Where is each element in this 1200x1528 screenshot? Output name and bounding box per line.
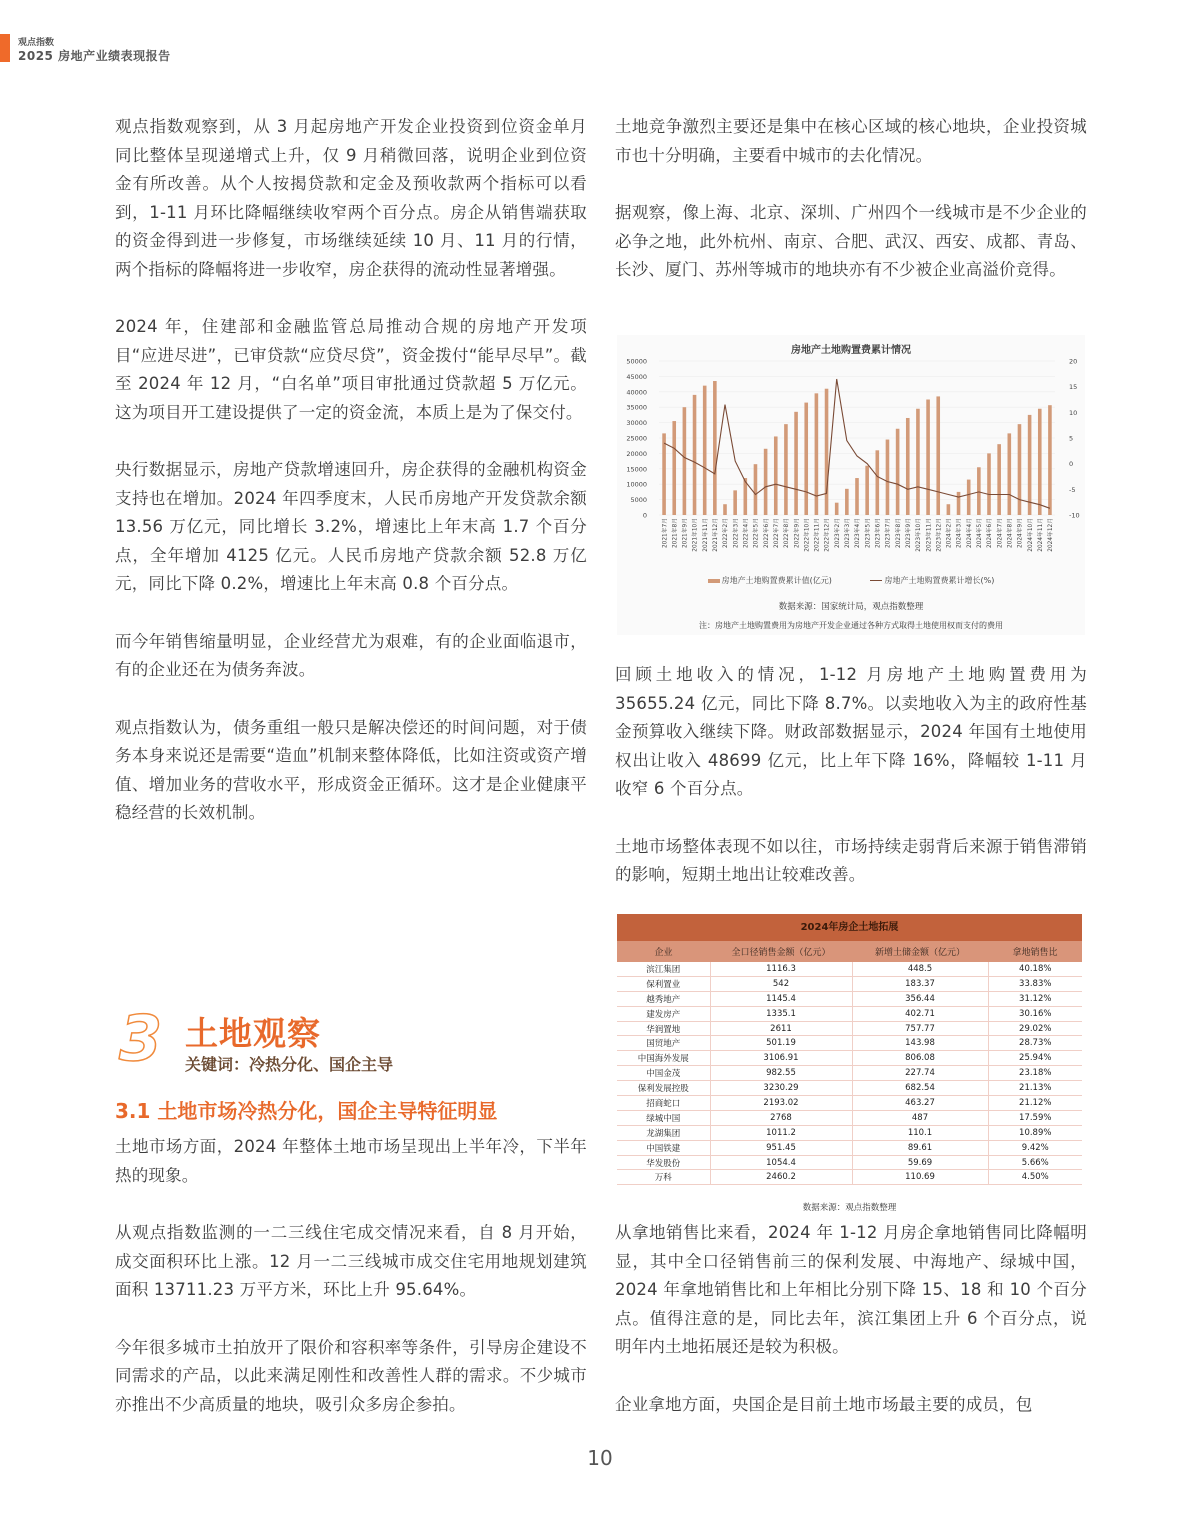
section-title: 3.1 土地市场冷热分化，国企主导特征明显 [115,1099,498,1123]
y-right-tick: 15 [1069,383,1078,392]
table-row [617,976,1082,991]
table-row [617,1021,1082,1036]
table-row [617,962,1082,976]
table-row [617,1096,1082,1111]
table-cell: 143.98 [852,1036,988,1051]
x-tick-label: 2024年3月 [956,518,963,549]
table-cell: 2768 [710,1110,852,1125]
table-cell: 3230.29 [710,1081,852,1096]
table-cell: 951.45 [710,1140,852,1155]
x-tick-label: 2023年5月 [865,518,872,549]
table-cell: 31.12% [988,991,1082,1006]
chart-title: 房地产土地购置费累计情况 [791,345,911,356]
column-header: 企业 [617,941,710,962]
table-cell: 保利置业 [617,976,710,991]
table-cell: 招商蛇口 [617,1096,710,1111]
table-cell: 542 [710,976,852,991]
bar [723,504,727,515]
table-source: 数据来源：观点指数整理 [802,1203,897,1214]
x-tick-label: 2024年7月 [997,518,1004,549]
legend-label: 房地产土地购置费累计值(亿元) [721,576,832,585]
table-row [617,1036,1082,1051]
table-cell: 华发股份 [617,1155,710,1170]
x-tick-label: 2022年10月 [804,518,811,552]
bar [947,504,951,515]
table-cell: 绿城中国 [617,1110,710,1125]
chart-source: 数据来源：国家统计局，观点指数整理 [778,602,924,612]
paragraph: 央行数据显示，房地产贷款增速回升，房企获得的金融机构资金支持也在增加。2024 年四季度末，人民币房地产开发贷款余额 13.56 万亿元，同比增长 3.2%，增速比上年末高 1.7 个百分点，全年增加 4125 亿元。人民币房地产贷款余额 52.8 万亿元，同比下降 0.2%，增速比上年末高 0.8 个百分点。 [115,460,587,593]
table-cell: 4.50% [988,1170,1082,1185]
table-cell: 17.59% [988,1110,1082,1125]
bar [784,424,788,515]
x-tick-label: 2022年8月 [784,518,791,549]
legend-item-line [870,575,994,586]
x-tick-label: 2021年12月 [713,518,720,552]
table-cell: 3106.91 [710,1051,852,1066]
x-tick-label: 2023年7月 [885,518,892,549]
bar [886,440,890,515]
table-cell: 1335.1 [710,1006,852,1021]
bar [764,449,768,515]
bar [1008,433,1012,515]
header-brand: 观点指数 [18,38,55,48]
bar [754,464,758,515]
table-row [617,1081,1082,1096]
table-title: 2024年房企土地拓展 [617,914,1082,941]
table-cell: 402.71 [852,1006,988,1021]
header-accent-bar [0,34,10,62]
bar [936,396,940,515]
bar [835,503,839,515]
table-cell: 2193.02 [710,1096,852,1111]
bar [693,395,697,515]
table-cell: 1054.4 [710,1155,852,1170]
table-cell: 982.55 [710,1066,852,1081]
table-cell: 463.27 [852,1096,988,1111]
bar [865,466,869,515]
bar [703,386,707,515]
bar [683,407,687,515]
chart-note: 注：房地产土地购置费用为房地产开发企业通过各种方式取得土地使用权而支付的费用 [699,621,1003,630]
table-cell: 越秀地产 [617,991,710,1006]
table-cell: 1116.3 [710,962,852,976]
page-number: 10 [587,1446,613,1470]
bar [876,450,880,515]
y-left-tick: 15000 [626,465,647,474]
chapter-number: 3 [119,1002,163,1075]
x-tick-label: 2021年9月 [682,518,689,549]
y-left-tick: 30000 [626,419,647,428]
x-tick-label: 2023年11月 [926,518,933,552]
table-header-row [617,941,1082,962]
x-tick-label: 2024年2月 [946,518,953,549]
table-cell: 59.69 [852,1155,988,1170]
x-tick-label: 2022年5月 [753,518,760,549]
bar [987,453,991,515]
table-cell: 建发房产 [617,1006,710,1021]
land-expansion-table [617,914,1082,1213]
table-cell: 21.13% [988,1081,1082,1096]
bar [815,393,819,515]
table-row [617,991,1082,1006]
table [617,941,1082,1185]
x-tick-label: 2022年9月 [794,518,801,549]
y-left-tick: 0 [642,511,647,520]
paragraph: 而今年销售缩量明显，企业经营尤为艰难，有的企业面临退市，有的企业还在为债务奔波。 [115,631,587,679]
column-header: 拿地销售比 [988,941,1082,962]
y-right-tick: -10 [1069,511,1080,520]
x-tick-label: 2021年11月 [702,518,709,552]
x-tick-label: 2023年4月 [855,518,862,549]
table-cell: 448.5 [852,962,988,976]
table-cell: 227.74 [852,1066,988,1081]
table-cell: 万科 [617,1170,710,1185]
paragraph: 企业拿地方面，央国企是目前土地市场最主要的成员，包 [615,1394,1033,1414]
bar [845,489,849,515]
x-tick-label: 2022年3月 [733,518,740,549]
bar [855,478,859,515]
y-left-tick: 25000 [626,434,647,443]
y-left-tick: 35000 [626,403,647,412]
table-cell: 29.02% [988,1021,1082,1036]
bar [967,480,971,515]
table-row [617,1110,1082,1125]
right-column-middle [615,661,1087,890]
chart-legend [617,575,1085,586]
right-column-bottom [615,1219,1087,1419]
x-tick-label: 2021年8月 [672,518,679,549]
table-cell: 40.18% [988,962,1082,976]
table-cell: 89.61 [852,1140,988,1155]
x-tick-label: 2024年11月 [1037,518,1044,552]
x-tick-label: 2023年2月 [834,518,841,549]
table-cell: 9.42% [988,1140,1082,1155]
paragraph: 回顾土地收入的情况，1-12 月房地产土地购置费用为 35655.24 亿元，同比下降 8.7%。以卖地收入为主的政府性基金预算收入继续下降。财政部数据显示，2024 年国有土地使用权出让收入 48699 亿元，比上年下降 16%，降幅较 1-11 月收窄 6 个百分点。 [615,665,1087,798]
paragraph: 从观点指数监测的一二三线住宅成交情况来看，自 8 月开始，成交面积环比上涨。12 月一二三线城市成交住宅用地规划建筑面积 13711.23 万平方米，环比上升 95.64%。 [115,1223,587,1299]
x-tick-label: 2024年6月 [987,518,994,549]
y-right-tick: 0 [1069,460,1074,469]
x-tick-label: 2021年10月 [692,518,699,552]
table-cell: 183.37 [852,976,988,991]
chapter-heading [115,1002,595,1078]
x-tick-label: 2022年7月 [773,518,780,549]
paragraph: 今年很多城市土拍放开了限价和容积率等条件，引导房企建设不同需求的产品，以此来满足刚性和改善性人群的需求。不少城市亦推出不少高质量的地块，吸引众多房企参拍。 [115,1337,587,1414]
table-cell: 10.89% [988,1125,1082,1140]
table-cell: 21.12% [988,1096,1082,1111]
table-cell: 356.44 [852,991,988,1006]
table-cell: 487 [852,1110,988,1125]
legend-bar-swatch [708,579,720,583]
table-row [617,1170,1082,1185]
bar [1048,405,1052,515]
table-cell: 2460.2 [710,1170,852,1185]
bar [1028,415,1032,515]
x-tick-label: 2022年6月 [763,518,770,549]
table-row [617,1051,1082,1066]
x-tick-label: 2024年12月 [1048,518,1055,552]
bar [1038,409,1042,515]
y-left-tick: 10000 [626,480,647,489]
x-tick-label: 2024年5月 [977,518,984,549]
bar [997,444,1001,515]
table-cell: 中国金茂 [617,1066,710,1081]
chapter-keywords: 关键词：冷热分化、国企主导 [185,1055,394,1074]
table-row [617,1125,1082,1140]
table-cell: 806.08 [852,1051,988,1066]
table-cell: 33.83% [988,976,1082,991]
table-cell: 23.18% [988,1066,1082,1081]
legend-line-swatch [870,580,882,582]
y-left-tick: 20000 [626,449,647,458]
x-tick-label: 2022年4月 [743,518,750,549]
bar [662,433,666,515]
bar [906,418,910,515]
bar [774,436,778,515]
paragraph: 据观察，像上海、北京、深圳、广州四个一线城市是不少企业的必争之地，此外杭州、南京、合肥、武汉、西安、成都、青岛、长沙、厦门、苏州等城市的地块亦有不少被企业高溢价竞得。 [615,203,1087,279]
right-column-top [615,113,1087,285]
table-cell: 国贸地产 [617,1036,710,1051]
bar [713,381,717,515]
table-cell: 757.77 [852,1021,988,1036]
paragraph: 观点指数观察到，从 3 月起房地产开发企业投资到位资金单月同比整体呈现递增式上升，仅 9 月稍微回落，说明企业到位资金有所改善。从个人按揭贷款和定金及预收款两个指标可以看到，1-11 月环比降幅继续收窄两个百分点。房企从销售端获取的资金得到进一步修复，市场继续延续 10 月、11 月的行情，两个指标的降幅将进一步收窄，房企获得的流动性显著增强。 [115,117,587,279]
x-tick-label: 2024年9月 [1017,518,1024,549]
x-tick-label: 2022年2月 [723,518,730,549]
bar [916,409,920,515]
table-row [617,1155,1082,1170]
table-cell: 682.54 [852,1081,988,1096]
legend-item-bar [708,575,832,586]
y-right-tick: -5 [1069,485,1076,494]
bar [1018,424,1022,515]
x-tick-label: 2024年4月 [966,518,973,549]
table-cell: 1145.4 [710,991,852,1006]
bar [794,412,798,515]
paragraph: 土地市场方面，2024 年整体土地市场呈现出上半年冷，下半年热的现象。 [115,1137,587,1185]
y-left-tick: 5000 [630,496,647,505]
paragraph: 土地竞争激烈主要还是集中在核心区域的核心地块，企业投资城市也十分明确，主要看中城市的去化情况。 [615,117,1087,165]
x-tick-label: 2023年12月 [936,518,943,552]
x-tick-label: 2021年7月 [662,518,669,549]
y-left-tick: 50000 [626,357,647,366]
table-cell: 中国铁建 [617,1140,710,1155]
bar [672,421,676,515]
table-cell: 滨江集团 [617,962,710,976]
x-tick-label: 2023年8月 [895,518,902,549]
bar [733,490,737,515]
y-right-tick: 10 [1069,408,1078,417]
x-tick-label: 2023年6月 [875,518,882,549]
table-cell: 110.69 [852,1170,988,1185]
bar [896,429,900,515]
chart-plot [617,335,1085,575]
bar [957,492,961,515]
paragraph: 土地市场整体表现不如以往，市场持续走弱背后来源于销售滞销的影响，短期土地出让较难改善。 [615,836,1087,884]
paragraph: 2024 年，住建部和金融监管总局推动合规的房地产开发项目“应进尽进”，已审贷款“应贷尽贷”，资金拨付“能早尽早”。截至 2024 年 12 月，“白名单”项目审批通过贷款超 5 万亿元。这为项目开工建设提供了一定的资金流，本质上是为了保交付。 [115,317,587,422]
x-tick-label: 2022年12月 [824,518,831,552]
table-cell: 28.73% [988,1036,1082,1051]
x-tick-label: 2023年10月 [916,518,923,552]
table-row [617,1066,1082,1081]
table-cell: 25.94% [988,1051,1082,1066]
bar [825,389,829,515]
legend-label: 房地产土地购置费累计增长(%) [884,576,995,585]
bar [926,400,930,516]
header-report-title: 2025 房地产业绩表现报告 [18,49,171,63]
y-right-tick: 20 [1069,357,1078,366]
table-cell: 501.19 [710,1036,852,1051]
land-purchase-chart [617,335,1085,635]
y-right-tick: 5 [1069,434,1074,443]
table-cell: 保利发展控股 [617,1081,710,1096]
table-cell: 龙湖集团 [617,1125,710,1140]
table-cell: 中国海外发展 [617,1051,710,1066]
column-header: 全口径销售金额（亿元） [710,941,852,962]
bar [977,467,981,515]
table-row [617,1006,1082,1021]
left-column [115,113,587,828]
table-cell: 110.1 [852,1125,988,1140]
paragraph: 从拿地销售比来看，2024 年 1-12 月房企拿地销售同比降幅明显，其中全口径销售前三的保利发展、中海地产、绿城中国，2024 年拿地销售比和上年相比分别下降 15、18 和 10 个百分点。值得注意的是，同比去年，滨江集团上升 6 个百分点，说明年内土地拓展还是较为积极。 [615,1223,1087,1356]
paragraph: 观点指数认为，债务重组一般只是解决偿还的时间问题，对于债务本身来说还是需要“造血”机制来整体降低，比如注资或资产增值、增加业务的营收水平，形成资金正循环。这才是企业健康平稳经营的长效机制。 [115,717,587,822]
table-cell: 1011.2 [710,1125,852,1140]
table-cell: 2611 [710,1021,852,1036]
x-tick-label: 2023年3月 [845,518,852,549]
column-header: 新增土储金额（亿元） [852,941,988,962]
table-cell: 30.16% [988,1006,1082,1021]
chapter-title: 土地观察 [185,1014,321,1053]
y-left-tick: 40000 [626,388,647,397]
y-left-tick: 45000 [626,372,647,381]
x-tick-label: 2024年10月 [1027,518,1034,552]
bar [804,403,808,515]
table-cell: 华润置地 [617,1021,710,1036]
x-tick-label: 2023年9月 [905,518,912,549]
table-cell: 5.66% [988,1155,1082,1170]
x-tick-label: 2022年11月 [814,518,821,552]
table-row [617,1140,1082,1155]
x-tick-label: 2024年8月 [1007,518,1014,549]
left-column-section [115,1133,587,1419]
